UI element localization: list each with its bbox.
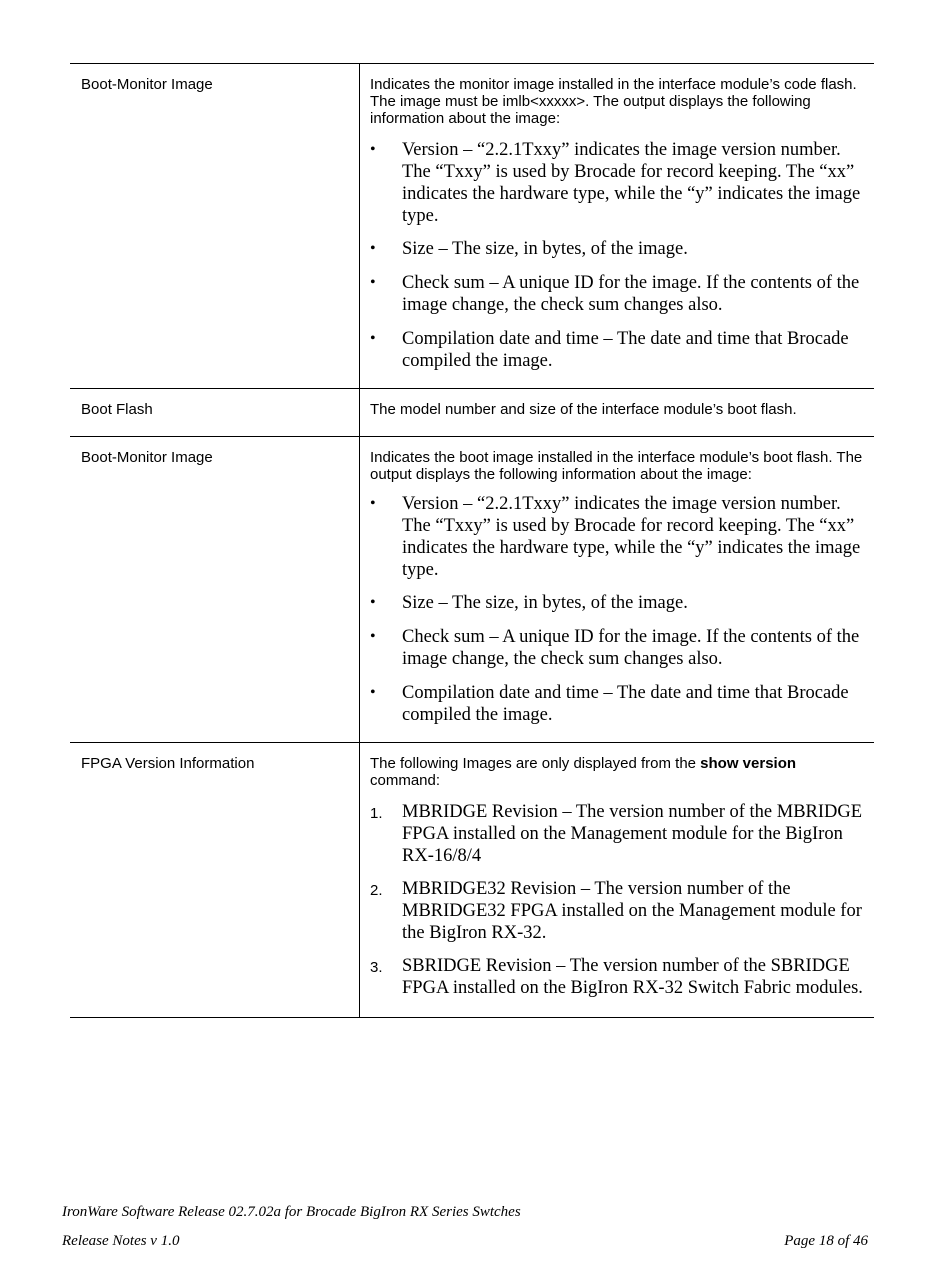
bullet-marker: • xyxy=(370,628,376,645)
list-item: • Check sum – A unique ID for the image. If the contents of the image change, the check sum changes also. xyxy=(370,273,860,315)
list-item: • Version – “2.2.1Txxy” indicates the image version number. The “Txxy” is used by Brocade for record keeping. The “xx” indicates the hardware type, while the “y” indicates the image type. xyxy=(370,140,861,226)
table-row xyxy=(70,389,874,437)
table-row xyxy=(70,437,874,743)
field-description xyxy=(360,437,875,743)
field-name: Boot-Monitor Image xyxy=(70,64,360,389)
list-item: • Check sum – A unique ID for the image. If the contents of the image change, the check sum changes also. xyxy=(370,627,860,669)
description-intro: The following Images are only displayed from the show version command: xyxy=(370,755,797,789)
list-item: 1. MBRIDGE Revision – The version number of the MBRIDGE FPGA installed on the Management module for the BigIron RX-16/8/4 xyxy=(370,802,863,866)
bullet-list xyxy=(370,139,864,372)
list-number: 1. xyxy=(370,805,383,822)
description-intro: The model number and size of the interface module’s boot flash. xyxy=(370,401,797,418)
bullet-marker: • xyxy=(370,240,376,257)
field-name: Boot-Monitor Image xyxy=(70,437,360,743)
list-item: • Size – The size, in bytes, of the image. xyxy=(370,593,688,613)
description-intro: Indicates the monitor image installed in the interface module’s code flash. The image must be imlb<xxxxx>. The output displays the following information about the image: xyxy=(370,76,857,127)
list-item: • Compilation date and time – The date and time that Brocade compiled the image. xyxy=(370,329,849,371)
list-item: • Version – “2.2.1Txxy” indicates the image version number. The “Txxy” is used by Brocade for record keeping. The “xx” indicates the hardware type, while the “y” indicates the image type. xyxy=(370,494,861,580)
bullet-marker: • xyxy=(370,495,376,512)
command-name: show version xyxy=(700,755,797,772)
list-item: • Compilation date and time – The date and time that Brocade compiled the image. xyxy=(370,683,849,725)
table-row xyxy=(70,743,874,1018)
page-number: Page 18 of 46 xyxy=(784,1233,868,1249)
field-description-table xyxy=(70,63,874,1018)
field-description xyxy=(360,389,875,437)
table-row xyxy=(70,64,874,389)
list-number: 2. xyxy=(370,882,383,899)
footer-title: IronWare Software Release 02.7.02a for Brocade BigIron RX Series Swtches xyxy=(62,1204,521,1220)
footer-line-2 xyxy=(62,1233,868,1250)
list-item: 3. SBRIDGE Revision – The version number of the SBRIDGE FPGA installed on the BigIron RX-32 Switch Fabric modules. xyxy=(370,956,863,998)
bullet-marker: • xyxy=(370,274,376,291)
list-item: 2. MBRIDGE32 Revision – The version number of the MBRIDGE32 FPGA installed on the Management module for the BigIron RX-32. xyxy=(370,879,862,943)
list-number: 3. xyxy=(370,959,383,976)
numbered-list xyxy=(370,801,864,999)
bullet-marker: • xyxy=(370,141,376,158)
bullet-marker: • xyxy=(370,330,376,347)
bullet-list xyxy=(370,493,864,726)
field-name: FPGA Version Information xyxy=(70,743,360,1018)
field-description xyxy=(360,64,875,389)
field-name: Boot Flash xyxy=(70,389,360,437)
bullet-marker: • xyxy=(370,594,376,611)
list-item: • Size – The size, in bytes, of the image. xyxy=(370,239,688,259)
field-description xyxy=(360,743,875,1018)
release-notes-version: Release Notes v 1.0 xyxy=(62,1233,180,1249)
description-intro: Indicates the boot image installed in the interface module’s boot flash. The output displays the following information about the image: xyxy=(370,449,863,483)
bullet-marker: • xyxy=(370,684,376,701)
